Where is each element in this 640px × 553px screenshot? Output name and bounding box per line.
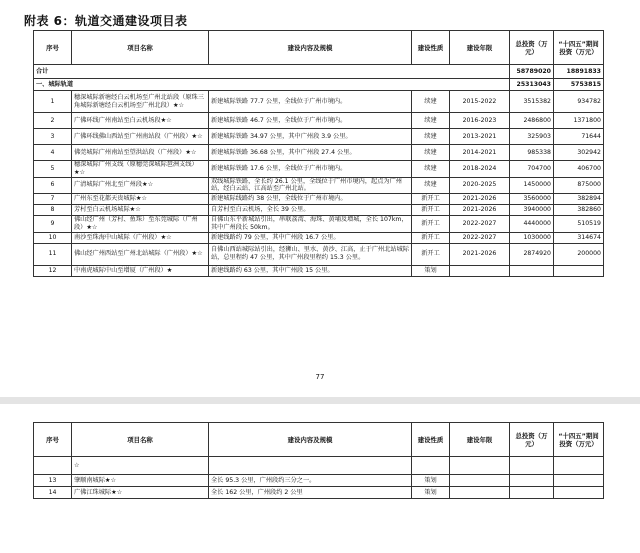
cell-nature: 续建 <box>412 91 450 113</box>
cell-total <box>510 487 554 499</box>
cell-content: 双线城际铁路，全长约 26.1 公里，全线位于广州市境内，起点为广州站，经白云站、江高站至广州北站。 <box>209 177 412 194</box>
cell-total: 3515382 <box>510 91 554 113</box>
page-number: 77 <box>315 373 325 381</box>
cell-fyp: 71644 <box>554 129 604 145</box>
cell-total: 4440000 <box>510 216 554 233</box>
cell-seq: 6 <box>34 177 72 194</box>
cell-fyp: 510519 <box>554 216 604 233</box>
cell-name: 穗深城际广州支线（原穗莞深城际琶洲支线）★☆ <box>72 161 209 178</box>
cell-fyp: 302942 <box>554 145 604 161</box>
header-nature: 建设性质 <box>412 31 450 65</box>
header-seq: 序号 <box>34 423 72 457</box>
cell-content: 新建城际铁路 34.97 公里，其中广州段 3.9 公里。 <box>209 129 412 145</box>
cell-total <box>510 475 554 487</box>
table-row <box>34 475 604 487</box>
category-fyp: 5753815 <box>554 79 604 91</box>
cell-content: 新建线路约 79 公里，其中广州段 16.7 公里。 <box>209 232 412 243</box>
cell-total: 1450000 <box>510 177 554 194</box>
cell-fyp: 382860 <box>554 205 604 216</box>
cell-period: 2021-2026 <box>450 194 510 205</box>
cell-period: 2016-2023 <box>450 113 510 129</box>
table-row <box>34 216 604 233</box>
cell-period: 2021-2026 <box>450 243 510 265</box>
table-row <box>34 232 604 243</box>
page-gap <box>0 397 640 404</box>
cell-seq: 3 <box>34 129 72 145</box>
cell-name: 芳村至白云机场城际★☆ <box>72 205 209 216</box>
cell-period <box>450 475 510 487</box>
cell-fyp <box>554 457 604 475</box>
header-name: 项目名称 <box>72 31 209 65</box>
cell-total: 985338 <box>510 145 554 161</box>
cell-nature: 策划 <box>412 475 450 487</box>
cell-total: 3560000 <box>510 194 554 205</box>
header-period: 建设年限 <box>450 31 510 65</box>
cell-name: 佛莞城际广州南站至望洪站段（广州段）★☆ <box>72 145 209 161</box>
cell-name: 广佛环线佛山西站至广州南站段（广州段）★☆ <box>72 129 209 145</box>
cell-period <box>450 265 510 276</box>
page-78 <box>0 404 640 553</box>
cell-fyp: 200000 <box>554 243 604 265</box>
table-header-row <box>34 423 604 457</box>
cell-seq <box>34 457 72 475</box>
cell-content: 自芳村至白云机场，全长 39 公里。 <box>209 205 412 216</box>
cell-fyp: 875000 <box>554 177 604 194</box>
cell-name: 肇顺南城际★☆ <box>72 475 209 487</box>
totals-total: 58789020 <box>510 65 554 79</box>
cell-period: 2022-2027 <box>450 216 510 233</box>
cell-total: 3940000 <box>510 205 554 216</box>
cell-name: 中南虎城际中山至增厦（广州段）★ <box>72 265 209 276</box>
category-total: 25313043 <box>510 79 554 91</box>
cell-nature: 策划 <box>412 487 450 499</box>
cell-nature <box>412 457 450 475</box>
header-total: 总投资（万元） <box>510 31 554 65</box>
header-total: 总投资（万元） <box>510 423 554 457</box>
table-row <box>34 487 604 499</box>
cell-name: 佛山经广州西站至广州北站城际（广州段）★☆ <box>72 243 209 265</box>
table-row <box>34 113 604 129</box>
cell-seq: 7 <box>34 194 72 205</box>
cell-total <box>510 265 554 276</box>
cell-seq: 1 <box>34 91 72 113</box>
cell-seq: 2 <box>34 113 72 129</box>
cell-total <box>510 457 554 475</box>
cell-name: 佛山经广州（芳村、鱼珠）至东莞城际（广州段）★☆ <box>72 216 209 233</box>
header-fyp: “十四五”期间投资（万元） <box>554 423 604 457</box>
cell-seq: 13 <box>34 475 72 487</box>
cell-name: 广佛环线广州南站至白云机场段★☆ <box>72 113 209 129</box>
cell-seq: 10 <box>34 232 72 243</box>
cell-nature: 新开工 <box>412 194 450 205</box>
table-row <box>34 205 604 216</box>
cell-nature: 新开工 <box>412 232 450 243</box>
table-row <box>34 145 604 161</box>
project-table-continued <box>33 422 604 499</box>
cell-content <box>209 457 412 475</box>
cell-content: 新建线路约 63 公里，其中广州段 15 公里。 <box>209 265 412 276</box>
cell-period: 2013-2021 <box>450 129 510 145</box>
cell-nature: 续建 <box>412 113 450 129</box>
header-fyp: “十四五”期间投资（万元） <box>554 31 604 65</box>
cell-period <box>450 487 510 499</box>
cell-nature: 续建 <box>412 145 450 161</box>
header-content: 建设内容及规模 <box>209 31 412 65</box>
cell-content: 新建城际铁路 46.7 公里，全线位于广州市境内。 <box>209 113 412 129</box>
cell-period: 2018-2024 <box>450 161 510 178</box>
page-title: 附表 6：轨道交通建设项目表 <box>24 14 188 28</box>
cell-seq: 8 <box>34 205 72 216</box>
cell-content: 新建城际铁路 17.6 公里，全线位于广州市境内。 <box>209 161 412 178</box>
cell-seq: 4 <box>34 145 72 161</box>
totals-row <box>34 65 604 79</box>
cell-nature: 新开工 <box>412 216 450 233</box>
cell-period: 2014-2021 <box>450 145 510 161</box>
totals-fyp: 18891833 <box>554 65 604 79</box>
cell-seq: 5 <box>34 161 72 178</box>
cell-name: 南沙至珠海中山城际（广州段）★☆ <box>72 232 209 243</box>
cell-nature: 策划 <box>412 265 450 276</box>
table-row <box>34 91 604 113</box>
cell-seq: 9 <box>34 216 72 233</box>
cell-name: 广州东至花都天贵城际★☆ <box>72 194 209 205</box>
cell-period <box>450 457 510 475</box>
cell-total: 1030000 <box>510 232 554 243</box>
cell-fyp <box>554 475 604 487</box>
table-row <box>34 161 604 178</box>
header-seq: 序号 <box>34 31 72 65</box>
table-row <box>34 177 604 194</box>
cell-total: 2486800 <box>510 113 554 129</box>
category-row <box>34 79 604 91</box>
cell-period: 2022-2027 <box>450 232 510 243</box>
cell-content: 新建城际铁路 36.68 公里，其中广州段 27.4 公里。 <box>209 145 412 161</box>
category-label: 一、城际轨道 <box>34 79 510 91</box>
cell-nature: 新开工 <box>412 205 450 216</box>
cell-content: 自佛山西站城际站引出，经狮山、里水、黄沙、江高，止于广州北站城际站，总里程约 47 公里，其中广州段里程约 15.3 公里。 <box>209 243 412 265</box>
cell-seq: 11 <box>34 243 72 265</box>
cell-content: 全长 162 公里，广州段约 2 公里 <box>209 487 412 499</box>
table-header-row <box>34 31 604 65</box>
cell-total: 325903 <box>510 129 554 145</box>
table-row <box>34 129 604 145</box>
table-row <box>34 457 604 475</box>
table-row <box>34 194 604 205</box>
project-table <box>33 30 604 277</box>
cell-nature: 续建 <box>412 177 450 194</box>
cell-content: 全长 95.3 公里，广州段约三分之一。 <box>209 475 412 487</box>
header-name: 项目名称 <box>72 423 209 457</box>
cell-fyp: 382894 <box>554 194 604 205</box>
cell-period: 2020-2025 <box>450 177 510 194</box>
cell-seq: 14 <box>34 487 72 499</box>
cell-seq: 12 <box>34 265 72 276</box>
cell-name: 广清城际广州北至广州段★☆ <box>72 177 209 194</box>
cell-total: 704700 <box>510 161 554 178</box>
cell-period: 2015-2022 <box>450 91 510 113</box>
cell-nature: 续建 <box>412 161 450 178</box>
table-row <box>34 243 604 265</box>
header-nature: 建设性质 <box>412 423 450 457</box>
cell-nature: 续建 <box>412 129 450 145</box>
cell-fyp: 314674 <box>554 232 604 243</box>
cell-content: 新建城际铁路 77.7 公里，全线位于广州市境内。 <box>209 91 412 113</box>
table-row <box>34 265 604 276</box>
cell-fyp <box>554 265 604 276</box>
cell-name: ☆ <box>72 457 209 475</box>
cell-fyp: 406700 <box>554 161 604 178</box>
cell-fyp: 1371800 <box>554 113 604 129</box>
header-content: 建设内容及规模 <box>209 423 412 457</box>
cell-total: 2874920 <box>510 243 554 265</box>
totals-label: 合计 <box>34 65 510 79</box>
cell-fyp <box>554 487 604 499</box>
cell-name: 广佛江珠城际★☆ <box>72 487 209 499</box>
cell-period: 2021-2026 <box>450 205 510 216</box>
cell-name: 穗深城际新塘经白云机场至广州北站段（原珠三角城际新塘经白云机场至广州北段）★☆ <box>72 91 209 113</box>
cell-content: 新建城际线路约 38 公里，全线位于广州市境内。 <box>209 194 412 205</box>
cell-nature: 新开工 <box>412 243 450 265</box>
header-period: 建设年限 <box>450 423 510 457</box>
cell-content: 自佛山东平新城站引出，串联荔湾、海珠、黄埔及增城，全长 107km，其中广州段长 50km。 <box>209 216 412 233</box>
cell-fyp: 934782 <box>554 91 604 113</box>
